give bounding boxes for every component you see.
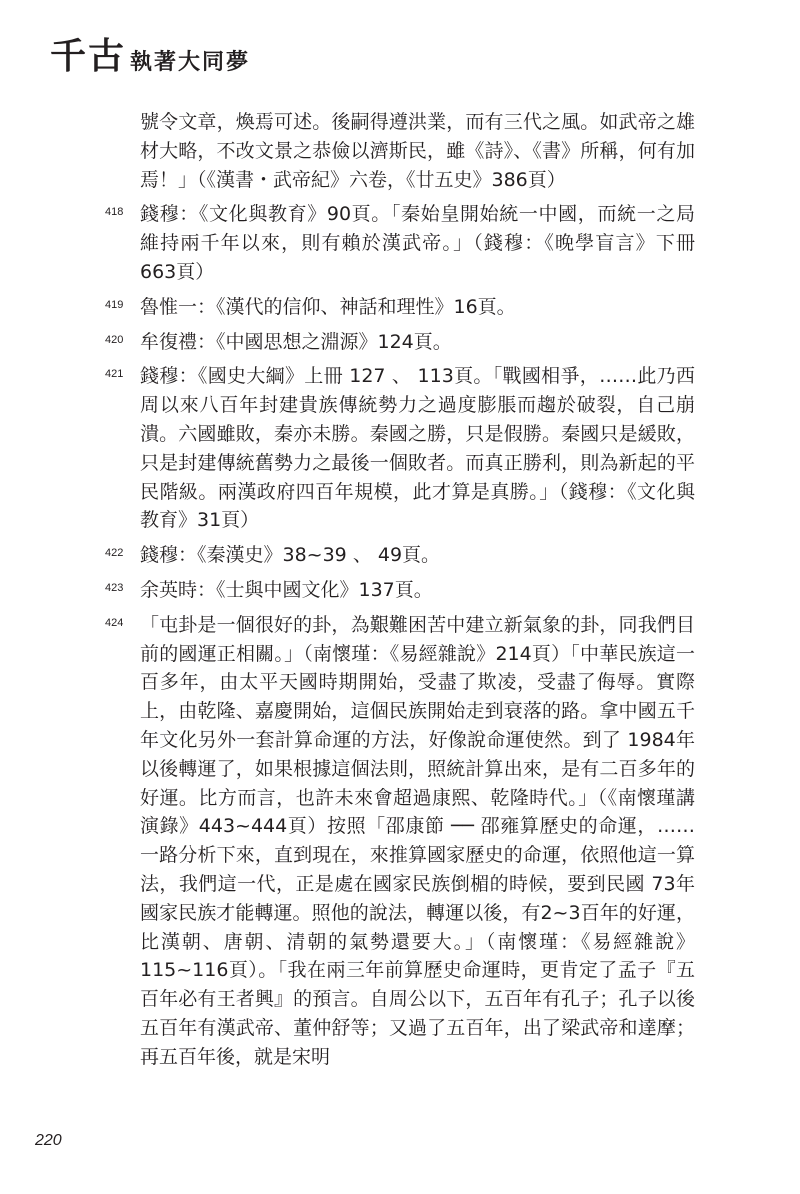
endnote-number: 421 — [105, 368, 124, 381]
endnote-422 — [95, 541, 695, 570]
endnote-text: 錢穆：《秦漢史》38~39 、 49頁。 — [140, 544, 441, 567]
book-title-main: 千古 — [50, 35, 127, 77]
endnote-424 — [95, 611, 695, 1072]
endnote-number: 418 — [105, 206, 124, 219]
endnote-text: 牟復禮：《中國思想之淵源》124頁。 — [140, 330, 452, 353]
endnote-423 — [95, 576, 695, 605]
endnote-text: 錢穆：《文化與教育》90頁。「秦始皇開始統一中國，而統一之局維持兩千年以來，則有賴於漢武帝。」（錢穆：《晚學盲言》下冊 663頁） — [140, 203, 695, 283]
endnote-number: 424 — [105, 616, 124, 629]
endnote-text: 「屯卦是一個很好的卦，為艱難困苦中建立新氣象的卦，同我們目前的國運正相關。」（南懷瑾：《易經雜說》214頁）「中華民族這一百多年，由太平天國時期開始，受盡了欺凌，受盡了侮辱。實際上，由乾隆、嘉慶開始，這個民族開始走到衰落的路。拿中國五千年文化另外一套計算命運的方法，好像說命運使然。到了 1984年以後轉運了，如果根據這個法則，照統計算出來，是有二百多年的好運。比方而言，也許未來會超過康熙、乾隆時代。」（《南懷瑾講演錄》443~444頁）按照「邵康節 ── 邵雍算歷史的命運，……一路分析下來，直到現在，來推算國家歷史的命運，依照他這一算法，我們這一代，正是處在國家民族倒楣的時候，要到民國 73年國家民族才能轉運。照他的說法，轉運以後，有2~3百年的好運，比漢朝、唐朝、清朝的氣勢還要大。」（南懷瑾：《易經雜說》115~116頁）。「我在兩三年前算歷史命運時，更肯定了孟子『五百年必有王者興』的預言。自周公以下，五百年有孔子；孔子以後五百年有漢武帝、董仲舒等；又過了五百年，出了梁武帝和達摩；再五百年後，就是宋明 — [140, 613, 695, 1068]
running-header — [50, 36, 250, 76]
endnote-text: 錢穆：《國史大綱》上冊 127 、 113頁。「戰國相爭，……此乃西周以來八百年封建貴族傳統勢力之過度膨脹而趨於破裂，自己崩潰。六國雖敗，秦亦未勝。秦國之勝，只是假勝。秦國只是緩敗，只是封建傳統舊勢力之最後一個敗者。而真正勝利，則為新起的平民階級。兩漢政府四百年規模，此才算是真勝。」（錢穆：《文化與教育》31頁） — [140, 365, 695, 532]
endnote-text: 余英時：《士與中國文化》137頁。 — [140, 578, 433, 601]
endnote-number: 423 — [105, 581, 124, 594]
endnote-continued — [95, 108, 695, 194]
endnote-418 — [95, 200, 695, 286]
endnote-420 — [95, 328, 695, 357]
endnote-421 — [95, 362, 695, 535]
endnote-419 — [95, 293, 695, 322]
endnote-number: 420 — [105, 333, 124, 346]
endnotes — [95, 108, 695, 1072]
book-title-sub: 執著大同夢 — [130, 49, 251, 75]
endnote-text: 號令文章，煥焉可述。後嗣得遵洪業，而有三代之風。如武帝之雄材大略，不改文景之恭儉以濟斯民，雖《詩》、《書》所稱，何有加焉！」（《漢書・武帝紀》六卷，《廿五史》386頁） — [140, 111, 695, 191]
endnote-number: 422 — [105, 547, 124, 560]
endnote-number: 419 — [105, 298, 124, 311]
page-number: 220 — [35, 1132, 62, 1149]
endnote-text: 魯惟一：《漢代的信仰、神話和理性》16頁。 — [140, 295, 516, 318]
